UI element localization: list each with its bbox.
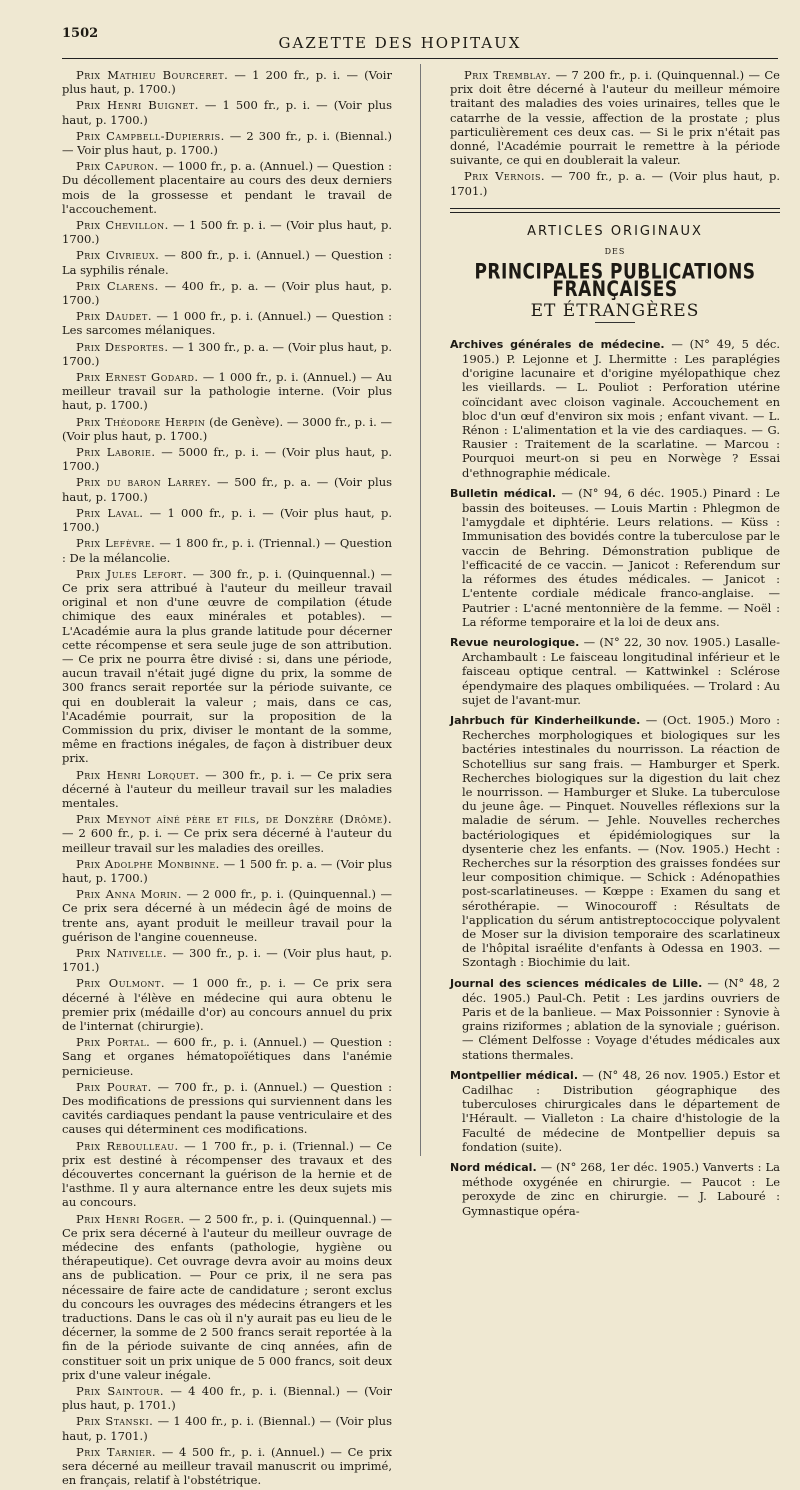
journal-entry <box>450 1160 780 1218</box>
prize-text: — 1 400 fr., p. i. (Biennal.) — (Voir plus haut, p. 1701.) <box>62 1414 392 1443</box>
prize-name: Prix Jules Lefort. <box>76 566 188 581</box>
prize-entry <box>62 1414 392 1442</box>
prize-text: — 1 000 fr., p. i. — Ce prix sera décerné à l'élève en médecine qui aura obtenu le premier prix (médaille d'or) au concours annuel du prix de l'internat (chirurgie). <box>62 976 392 1033</box>
prize-name: Prix Henri Lorquet. <box>76 767 200 782</box>
prize-name: Prix Meynot aîné père et fils, de Donzère (Drôme). <box>76 812 392 827</box>
journal-contents: — (Oct. 1905.) Moro : Recherches morphologiques et biologiques sur les bactéries intestinales du nourrisson. La réaction de Schotellius sur sang frais. — Hamburger et Sperk. Recherches biologiques sur la digestion du lait chez le nourrisson. — Hamburger et Sluke. La tuberculose du jeune âge. — Pinquet. Nouvelles réflexions sur la maladie de sérum. — Jehle. Nouvelles recherches bactériologiques et épidémiologiques sur la dysenterie chez les enfants. — (Nov. 1905.) Hecht : Recherches sur la résorption des graisses fondées sur leur composition chimique. — Schick : Adénopathies post-scarlatineuses. — Kœppe : Examen du sang et sérothérapie. — Winocouroff : Résultats de l'application du sérum antistreptococcique polyvalent de Moser sur la division temporaire des scarlatineux de l'hôpital israélite d'enfants à Odessa en 1903. — Szontagh : Biochimie du lait. <box>462 712 780 970</box>
prize-text: — 1 200 fr., p. i. — (Voir plus haut, p. 1700.) <box>62 68 392 97</box>
left-column <box>62 68 392 1490</box>
journal-title: Nord médical. <box>450 1161 537 1175</box>
prize-name: Prix Henri Roger. <box>76 1211 185 1226</box>
prize-entry <box>62 159 392 216</box>
prize-entry <box>450 169 780 197</box>
journal-entry <box>450 713 780 970</box>
prize-text: — 1 500 fr., p. i. — (Voir plus haut, p. 1700.) <box>62 98 392 127</box>
journal-title: Revue neurologique. <box>450 635 580 649</box>
prize-text: (de Genève). — 3000 fr., p. i. — (Voir plus haut, p. 1700.) <box>62 414 392 443</box>
prize-name: Prix du baron Larrey. <box>76 475 212 490</box>
journal-entry <box>450 1068 780 1154</box>
prize-name: Prix Adolphe Monbinne. <box>76 856 220 871</box>
section-title: ARTICLES ORIGINAUX <box>527 223 703 239</box>
prize-entry <box>450 68 780 167</box>
prize-name: Prix Clarens. <box>76 278 159 293</box>
right-prize-list <box>450 68 780 198</box>
prize-entry <box>62 445 392 473</box>
prize-text: — 4 400 fr., p. i. (Biennal.) — (Voir plus haut, p. 1701.) <box>62 1384 392 1413</box>
journal-contents: — (N° 49, 5 déc. 1905.) P. Lejonne et J. Lhermitte : Les paraplégies d'origine lacunaire et d'origine myélopathique chez les vieillards. — L. Pouliot : Perforation utérine coïncidant avec cloison vaginale. Accouchement en bloc d'un œuf d'environ six mois ; enfant vivant. — L. Rénon : L'alimentation et la vie des cardiaques. — G. Rausier : Traitement de la scarlatine. — Marcou : Pourquoi meurt-on si peu en Norwège ? Essai d'ethnographie médicale. <box>462 336 780 480</box>
prize-text: — 1 800 fr., p. i. (Triennal.) — Question : De la mélancolie. <box>62 536 393 565</box>
prize-entry <box>62 946 392 974</box>
journal-contents: — (N° 268, 1er déc. 1905.) Vanverts : La méthode oxygénée en chirurgie. — Paucot : Le peroxyde de zinc en chirurgie. — J. Labouré : Gymnastique opéra- <box>462 1160 780 1218</box>
prize-entry <box>62 1384 392 1412</box>
prize-entry <box>62 218 392 246</box>
prize-text: — 300 fr., p. i. — Ce prix sera décerné à l'auteur du meilleur travail sur les maladies mentales. <box>62 767 392 810</box>
journal-entry <box>450 635 780 707</box>
prize-text: — 1 700 fr., p. i. (Triennal.) — Ce prix est destiné à récompenser des travaux et des découvertes concernant la guérison de la hernie et de l'asthme. Il y aura alternance entre les deux sujets mis au concours. <box>62 1138 392 1210</box>
prize-text: — 600 fr., p. i. (Annuel.) — Question : Sang et organes hématopoïétiques dans l'anémie pernicieuse. <box>62 1035 392 1078</box>
prize-entry <box>62 1035 392 1078</box>
page-number: 1502 <box>62 26 99 41</box>
prize-entry <box>62 98 392 126</box>
prize-name: Prix Stanski. <box>76 1414 154 1429</box>
prize-text: — 1 500 fr. p. i. — (Voir plus haut, p. 1700.) <box>62 218 392 247</box>
prize-text: — 7 200 fr., p. i. (Quinquennal.) — Ce prix doit être décerné à l'auteur du meilleur mémoire traitant des maladies des voies urinaires, telles que le catarrhe de la vessie, affection de la prostate ; plus particulièrement ces deux cas. — Si le prix n'était pas donné, l'Académie pourrait le remettre à la période suivante, ce qui en doublerait la valeur. <box>450 68 780 168</box>
short-rule <box>595 322 635 323</box>
prize-entry <box>62 1139 392 1210</box>
prize-entry <box>62 976 392 1033</box>
journal-entry <box>450 486 780 629</box>
journal-entry <box>450 337 780 480</box>
prize-name: Prix Ernest Godard. <box>76 370 199 385</box>
prize-entry <box>62 567 392 766</box>
prize-text: — 2 500 fr., p. i. (Quinquennal.) — Ce prix sera décerné à l'auteur du meilleur ouvrage de médecine des enfants (pathologie, hygiène ou thérapeutique). Cet ouvrage devra avoir au moins deux ans de publication. — Pour ce prix, il ne sera pas nécessaire de faire acte de candidature ; seront exclus du concours les ouvrages des médecins étrangers et les traductions. Dans le cas où il n'y aurait pas eu lieu de le décerner, la somme de 2 500 francs serait reportée à la fin de la période suivante de cinq années, afin de constituer soit un prix unique de 5 000 francs, soit deux prix d'une valeur inégale. <box>62 1211 393 1382</box>
prize-text: — 2 600 fr., p. i. — Ce prix sera décerné à l'auteur du meilleur travail sur les maladies des oreilles. <box>62 826 392 855</box>
prize-text: — 700 fr., p. a. — (Voir plus haut, p. 1701.) <box>450 169 781 198</box>
prize-entry <box>62 129 392 157</box>
section-rule <box>450 208 780 213</box>
prize-name: Prix Lefèvre. <box>76 536 156 551</box>
prize-entry <box>62 475 392 503</box>
prize-entry <box>62 812 392 855</box>
journal-title: Archives générales de médecine. <box>450 337 665 351</box>
journal-entry <box>450 976 780 1062</box>
prize-entry <box>62 536 392 564</box>
journal-contents: — (N° 94, 6 déc. 1905.) Pinard : Le bassin des boiteuses. — Louis Martin : Phlegmon de l'amygdale et diphtérie. Leurs relations. — Küss : Immunisation des bovidés contre la tuberculose par le vaccin de Behring. Démonstration publique de l'efficacité de ce vaccin. — Janicot : Referendum sur la réformes des études médicales. — Janicot : L'entente cordiale médicale franco-anglaise. — Pautrier : L'acné mentonnière de la femme. — Noël : La réforme temporaire et la loi de deux ans. <box>462 485 780 629</box>
prize-entry <box>62 506 392 534</box>
journal-contents: — (N° 48, 2 déc. 1905.) Paul-Ch. Petit : Les jardins ouvriers de Paris et de la banlieue. — Max Poissonnier : Synovie à grains riziformes ; ablation de la synoviale ; guérison. — Clément Delfosse : Voyage d'études médicales aux stations thermales. <box>462 975 780 1062</box>
prize-text: — 5000 fr., p. i. — (Voir plus haut, p. 1700.) <box>62 445 393 474</box>
prize-text: — 1 500 fr. p. a. — (Voir plus haut, p. 1700.) <box>62 856 392 885</box>
journal-list <box>450 337 780 1218</box>
prize-name: Prix Tremblay. <box>464 68 552 82</box>
prize-name: Prix Campbell-Dupierris. <box>76 128 225 143</box>
prize-name: Prix Daudet. <box>76 309 152 324</box>
journal-title: Jahrbuch für Kinderheilkunde. <box>450 713 641 727</box>
prize-name: Prix Pourat. <box>76 1079 152 1094</box>
prize-name: Prix Portal. <box>76 1035 151 1050</box>
section-subtitle-2: ET ÉTRANGÈRES <box>530 300 700 321</box>
prize-text: — 800 fr., p. i. (Annuel.) — Question : La syphilis rénale. <box>62 248 392 277</box>
prize-name: Prix Laval. <box>76 505 144 520</box>
prize-entry <box>62 1212 392 1382</box>
prize-text: — 2 000 fr., p. i. (Quinquennal.) — Ce prix sera décerné à un médecin âgé de moins de trente ans, ayant produit le meilleur travail pour la guérison de l'angine couenneuse. <box>62 887 392 944</box>
prize-name: Prix Vernois. <box>464 169 546 184</box>
journal-title: Montpellier médical. <box>450 1068 579 1082</box>
journal-title: Journal des sciences médicales de Lille. <box>450 976 703 990</box>
journal-contents: — (N° 22, 30 nov. 1905.) Lasalle-Archambault : Le faisceau longitudinal inférieur et le faisceau optique central. — Kattwinkel : Sclérose épendymaire des plaques ombiliquées. — Trolard : Au sujet de l'avant-mur. <box>462 634 780 707</box>
prize-name: Prix Nativelle. <box>76 945 168 960</box>
prize-name: Prix Tarnier. <box>76 1444 156 1459</box>
prize-name: Prix Théodore Herpin <box>76 414 206 429</box>
prize-text: — 300 fr., p. i. (Quinquennal.) — Ce prix sera attribué à l'auteur du meilleur travail original et non d'une œuvre de compilation (étude chimique des eaux minérales et potables). — L'Académie aura la plus grande latitude pour décerner cette récompense et sera seule juge de son attribution. — Ce prix ne pourra être divisé : si, dans une période, aucun travail n'était jugé digne du prix, la somme de 300 francs serait reportée sur la période suivante, ce qui en doublerait la valeur ; mais, dans ce cas, l'Académie pourrait, sur la proposition de la Commission du prix, diviser le montant de la somme, même en fractions inégales, de façon à distribuer deux prix. <box>62 566 392 766</box>
prize-text: — 1 000 fr., p. i. (Annuel.) — Au meilleur travail sur la pathologie interne. (Voir plus haut, p. 1700.) <box>62 370 392 413</box>
prize-name: Prix Reboulleau. <box>76 1138 179 1153</box>
prize-entry <box>62 1080 392 1137</box>
prize-text: — 2 300 fr., p. i. (Biennal.) — Voir plus haut, p. 1700.) <box>62 128 392 158</box>
prize-name: Prix Saintour. <box>76 1384 165 1399</box>
prize-entry <box>62 309 392 337</box>
prize-name: Prix Civrieux. <box>76 248 160 263</box>
prize-name: Prix Chevillon. <box>76 218 169 233</box>
prize-name: Prix Capuron. <box>76 159 159 174</box>
prize-text: — 4 500 fr., p. i. (Annuel.) — Ce prix sera décerné au meilleur travail manuscrit ou imprimé, en français, relatif à l'obstétrique. <box>62 1444 392 1488</box>
journal-contents: — (N° 48, 26 nov. 1905.) Estor et Cadilhac : Distribution géographique des tuberculoses chirurgicales dans le département de l'Hérault. — Vialleton : La chaire d'histologie de la Faculté de médecine de Montpellier depuis sa fondation (suite). <box>462 1067 780 1154</box>
prize-name: Prix Oulmont. <box>76 976 166 991</box>
prize-name: Prix Henri Buignet. <box>76 98 199 113</box>
prize-name: Prix Mathieu Bourceret. <box>76 68 229 82</box>
running-title: GAZETTE DES HOPITAUX <box>278 34 522 52</box>
prize-entry <box>62 68 392 96</box>
prize-entry <box>62 887 392 944</box>
header-rule <box>62 58 778 59</box>
right-column <box>450 68 780 1224</box>
journal-title: Bulletin médical. <box>450 486 557 500</box>
prize-entry <box>62 370 392 413</box>
prize-text: — 400 fr., p. a. — (Voir plus haut, p. 1700.) <box>62 278 392 308</box>
prize-name: Prix Anna Morin. <box>76 887 182 902</box>
prize-text: — 500 fr., p. a. — (Voir plus haut, p. 1700.) <box>62 475 392 504</box>
prize-entry <box>62 857 392 885</box>
prize-entry <box>62 279 392 307</box>
prize-text: — 700 fr., p. i. (Annuel.) — Question : Des modifications de pressions qui surviennent dans les cavités cardiaques pendant la pause ventriculaire et des causes qui déterminent ces modifications. <box>62 1079 392 1137</box>
prize-entry <box>62 340 392 368</box>
prize-entry <box>62 248 392 276</box>
prize-name: Prix Desportes. <box>76 339 169 354</box>
section-des: DES <box>604 247 626 257</box>
prize-text: — 1 000 fr., p. i. (Annuel.) — Question : Les sarcomes mélaniques. <box>62 309 392 338</box>
section-subtitle: PRINCIPALES PUBLICATIONS FRANÇAISES <box>474 259 756 303</box>
prize-text: — 300 fr., p. i. — (Voir plus haut, p. 1701.) <box>62 945 392 975</box>
prize-name: Prix Laborie. <box>76 445 156 460</box>
column-divider <box>420 64 421 1156</box>
prize-entry <box>62 1445 392 1488</box>
prize-entry <box>62 415 392 443</box>
prize-entry <box>62 768 392 811</box>
prize-text: — 1 000 fr., p. i. — (Voir plus haut, p. 1700.) <box>62 505 392 535</box>
prize-text: — 1000 fr., p. a. (Annuel.) — Question : Du décollement placentaire au cours des deux derniers mois de la grossesse et pendant le travail de l'accouchement. <box>62 159 392 216</box>
prize-text: — 1 300 fr., p. a. — (Voir plus haut, p. 1700.) <box>62 339 392 368</box>
